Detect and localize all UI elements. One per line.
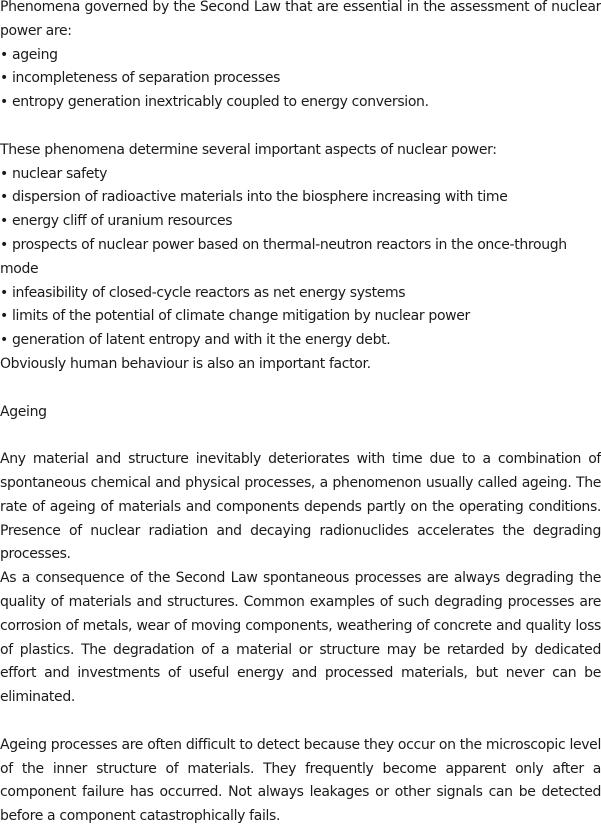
list-item: • nuclear safety xyxy=(0,163,601,187)
list-item: • ageing xyxy=(0,44,601,68)
aspects-paragraph: These phenomena determine several important aspects of nuclear power: xyxy=(0,141,497,158)
closing-sentence: Obviously human behaviour is also an important factor. xyxy=(0,355,371,372)
phenomena-list xyxy=(0,44,601,115)
list-item: • entropy generation inextricably coupled to energy conversion. xyxy=(0,91,601,115)
spacer xyxy=(0,115,601,139)
list-item: • dispersion of radioactive materials into the biosphere increasing with time xyxy=(0,186,601,210)
list-item: • limits of the potential of climate change mitigation by nuclear power xyxy=(0,305,601,329)
ageing-paragraph-3: Ageing processes are often difficult to detect because they occur on the microscopic level of the inner structure of materials. They frequently become apparent only after a component failure has occurred. Not always leakages or other signals can be detected before a component catastrophically fails. xyxy=(0,736,601,825)
spacer xyxy=(0,377,601,401)
list-item: • incompleteness of separation processes xyxy=(0,67,601,91)
aspects-list xyxy=(0,163,601,353)
intro-paragraph: Phenomena governed by the Second Law that are essential in the assessment of nuclear power are: xyxy=(0,0,601,39)
list-item: • prospects of nuclear power based on thermal-neutron reactors in the once-through mode xyxy=(0,234,601,282)
list-item: • generation of latent entropy and with it the energy debt. xyxy=(0,329,601,353)
spacer xyxy=(0,710,601,734)
ageing-paragraph-1: Any material and structure inevitably deteriorates with time due to a combination of spontaneous chemical and physical processes, a phenomenon usually called ageing. The rate of ageing of materials and components depends partly on the operating conditions. Presence of nuclear radiation and decaying radionuclides accelerates the degrading processes. xyxy=(0,451,601,563)
ageing-paragraph-2: As a consequence of the Second Law spontaneous processes are always degrading the quality of materials and structures. Common examples of such degrading processes are corrosion of metals, wear of moving components, weathering of concrete and quality loss of plastics. The degradation of a material or structure may be retarded by dedicated effort and investments of useful energy and processed materials, but never can be eliminated. xyxy=(0,570,601,706)
list-item: • energy cliff of uranium resources xyxy=(0,210,601,234)
spacer xyxy=(0,424,601,448)
section-heading-ageing: Ageing xyxy=(0,403,47,420)
list-item: • infeasibility of closed-cycle reactors as net energy systems xyxy=(0,282,601,306)
